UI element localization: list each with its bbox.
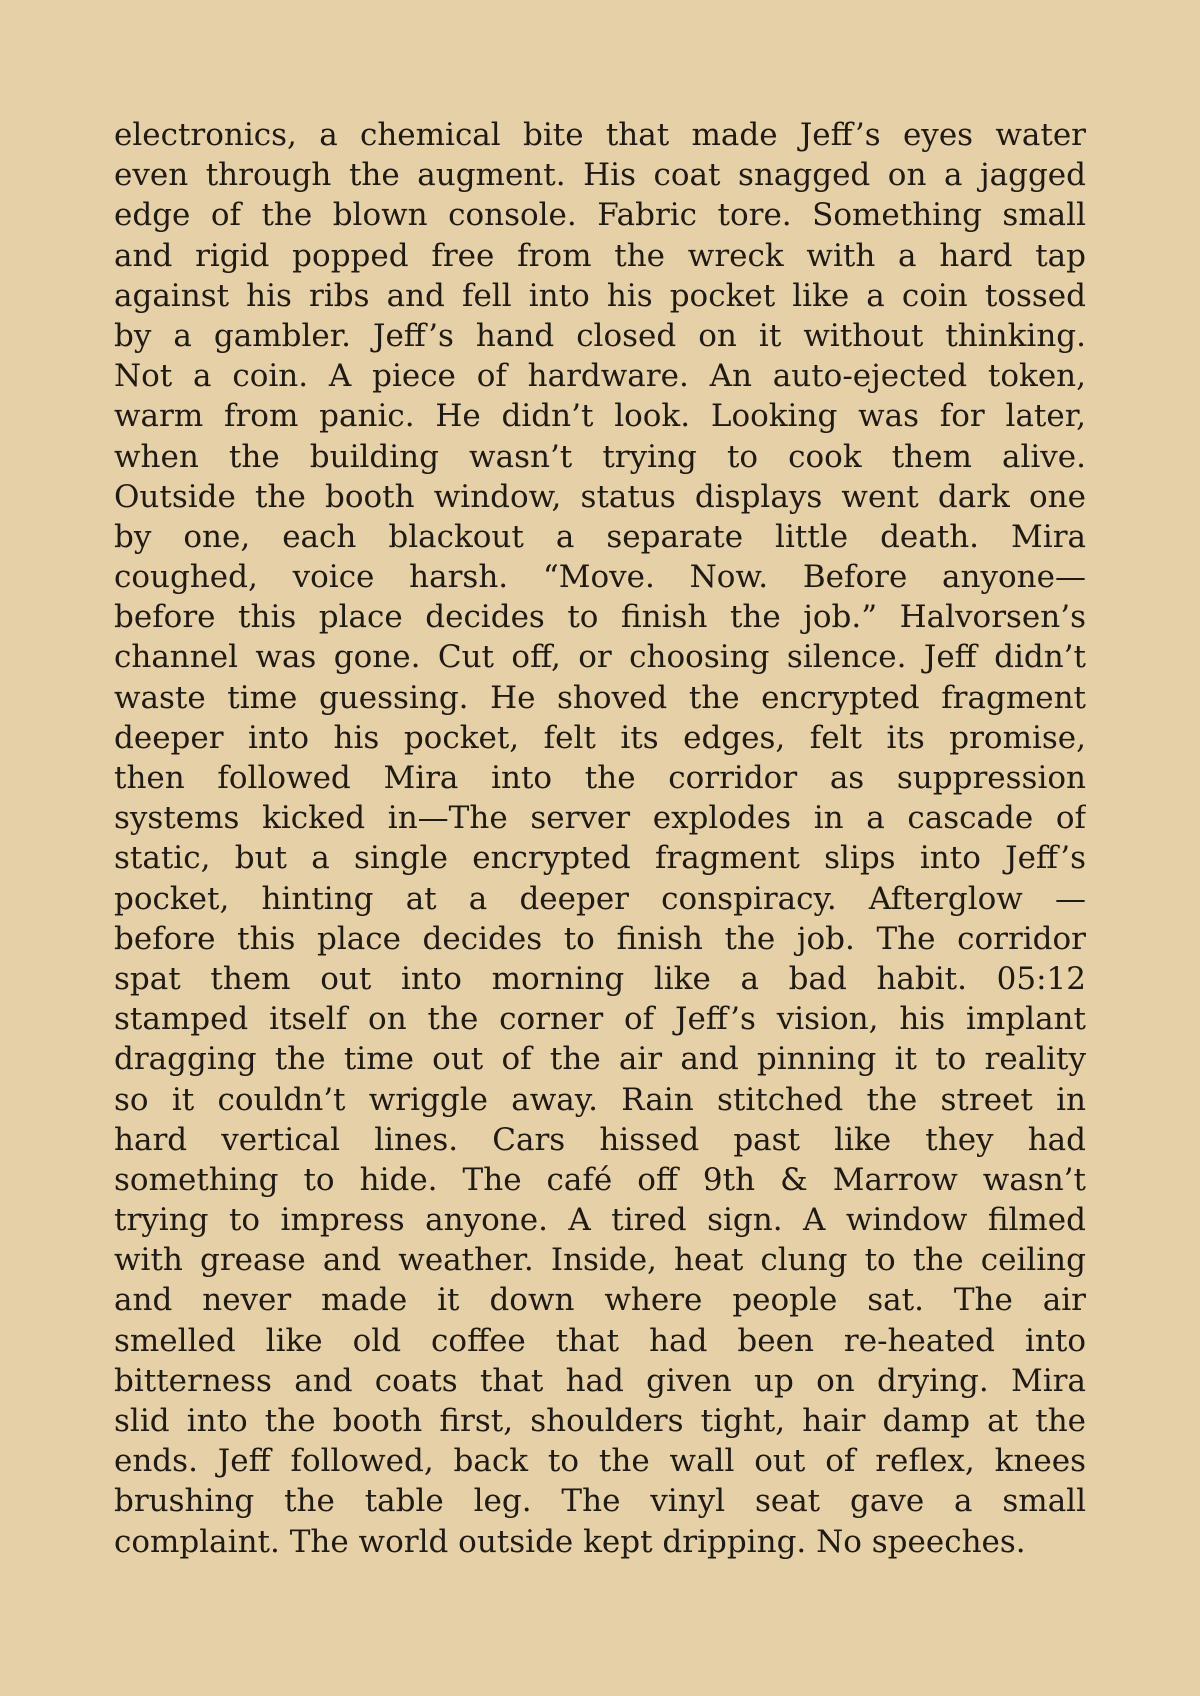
text-line: then followed Mira into the corridor as suppression (114, 760, 1086, 796)
text-line: deeper into his pocket, felt its edges, felt its promise, (114, 719, 1086, 756)
text-line: spat them out into morning like a bad habit. 05:12 (114, 960, 1086, 997)
text-line: hard vertical lines. Cars hissed past like they had (114, 1121, 1086, 1158)
text-line: before this place decides to finish the job.” Halvorsen’s (114, 599, 1086, 636)
text-line: something to hide. The café off 9th & Marrow wasn’t (114, 1161, 1086, 1198)
text-line: by one, each blackout a separate little death. Mira (114, 518, 1086, 555)
text-line: ends. Jeff followed, back to the wall out of reflex, knees (114, 1443, 1086, 1480)
text-line: pocket, hinting at a deeper conspiracy. Afterglow — (114, 880, 1086, 917)
text-line: dragging the time out of the air and pinning it to reality (114, 1041, 1086, 1078)
text-line: even through the augment. His coat snagged on a jagged (114, 157, 1086, 194)
text-line: against his ribs and fell into his pocket like a coin tossed (114, 277, 1086, 314)
text-line: Not a coin. A piece of hardware. An auto-ejected token, (114, 358, 1086, 395)
text-line: warm from panic. He didn’t look. Looking was for later, (114, 398, 1086, 435)
body-text (114, 115, 1086, 1562)
text-line: stamped itself on the corner of Jeff’s vision, his implant (114, 1001, 1086, 1038)
text-line: by a gambler. Jeff’s hand closed on it without thinking. (114, 317, 1086, 354)
text-line: edge of the blown console. Fabric tore. Something small (114, 197, 1086, 234)
text-line: with grease and weather. Inside, heat clung to the ceiling (114, 1242, 1086, 1279)
text-line: electronics, a chemical bite that made Jeff’s eyes water (114, 117, 1086, 153)
text-line: and never made it down where people sat. The air (114, 1282, 1086, 1319)
text-line: channel was gone. Cut off, or choosing silence. Jeff didn’t (114, 639, 1086, 676)
text-line: so it couldn’t wriggle away. Rain stitched the street in (114, 1081, 1086, 1118)
text-line: systems kicked in—The server explodes in a cascade of (114, 800, 1086, 837)
text-line: waste time guessing. He shoved the encrypted fragment (114, 679, 1086, 716)
text-line: smelled like old coffee that had been re-heated into (114, 1322, 1086, 1359)
text-line: complaint. The world outside kept dripping. No speeches. (114, 1523, 1026, 1560)
text-line: trying to impress anyone. A tired sign. A window filmed (114, 1202, 1086, 1239)
text-line: coughed, voice harsh. “Move. Now. Before anyone— (114, 559, 1086, 596)
text-line: static, but a single encrypted fragment slips into Jeff’s (114, 840, 1086, 877)
text-line: before this place decides to finish the job. The corridor (114, 920, 1086, 957)
text-line: bitterness and coats that had given up on drying. Mira (114, 1362, 1086, 1399)
text-line: Outside the booth window, status displays went dark one (114, 478, 1086, 515)
text-line: slid into the booth first, shoulders tight, hair damp at the (114, 1403, 1086, 1439)
text-line: when the building wasn’t trying to cook them alive. (114, 438, 1086, 475)
text-line: brushing the table leg. The vinyl seat gave a small (114, 1483, 1086, 1520)
text-line: and rigid popped free from the wreck with a hard tap (114, 237, 1086, 274)
